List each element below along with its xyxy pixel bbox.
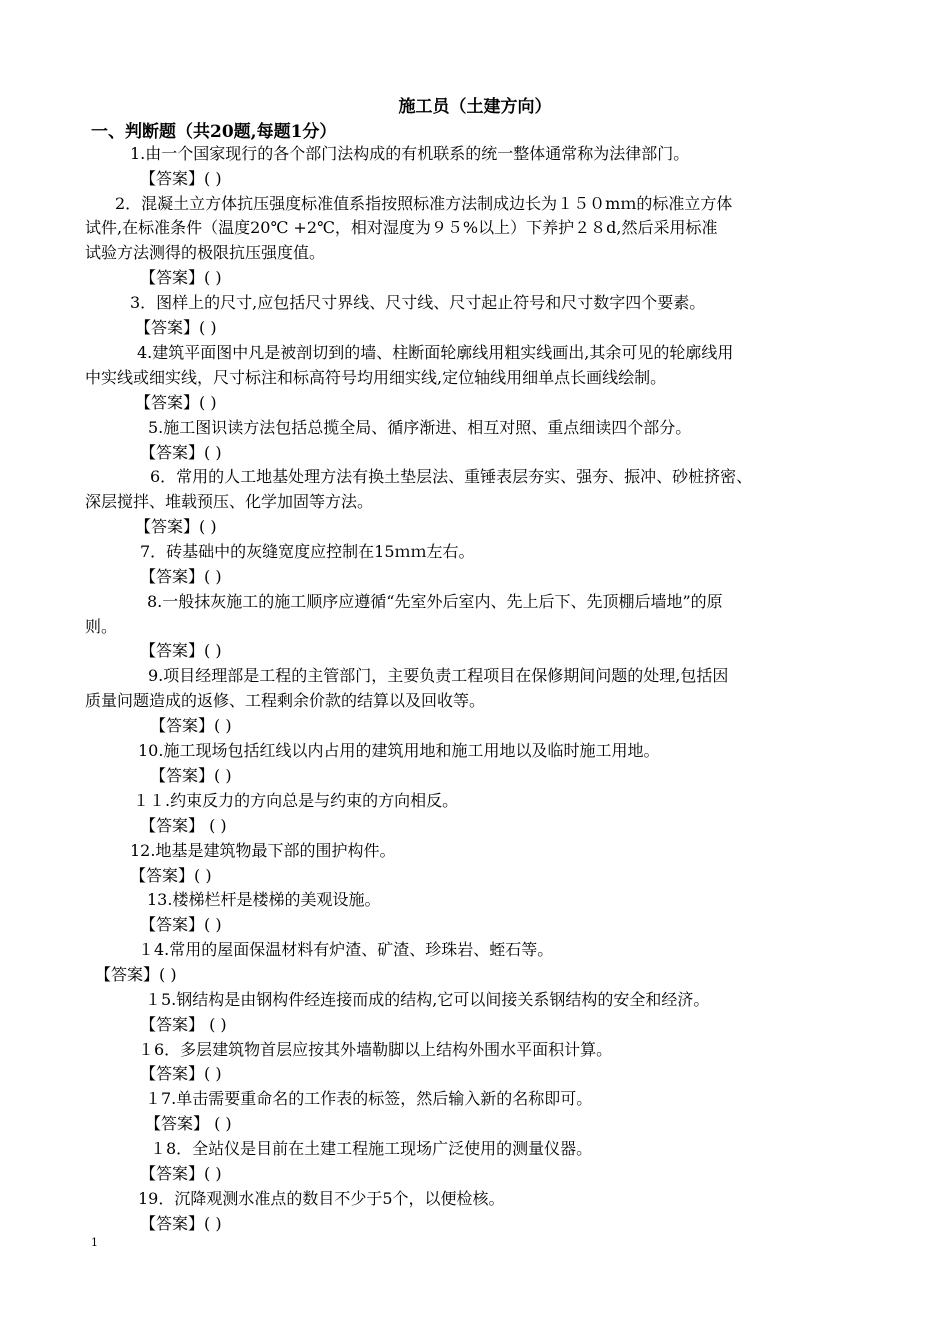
question-text: 1.由一个国家现行的各个部门法构成的有机联系的统一整体通常称为法律部门。 xyxy=(130,144,690,163)
question-text: 质量问题造成的返修、工程剩余价款的结算以及回收等。 xyxy=(85,691,486,710)
question-text: 19．沉降观测水准点的数目不少于5个，以便检核。 xyxy=(138,1189,505,1208)
answer-blank: 【答案】( ) xyxy=(150,766,232,785)
answer-blank: 【答案】( ) xyxy=(130,866,212,885)
question-text: １6．多层建筑物首层应按其外墙勒脚以上结构外围水平面积计算。 xyxy=(138,1040,613,1059)
answer-blank: 【答案】 ( ) xyxy=(140,816,227,835)
question-text: 7．砖基础中的灰缝宽度应控制在15ｍｍ左右。 xyxy=(140,542,475,561)
question-text: 试件,在标准条件（温度20℃ +2℃，相对湿度为９５%以上）下养护２８d,然后采用标准 xyxy=(85,218,718,237)
question-text: 6．常用的人工地基处理方法有换土垫层法、重锤表层夯实、强夯、振冲、砂桩挤密、 xyxy=(150,467,753,486)
question-text: 5.施工图识读方法包括总揽全局、循序渐进、相互对照、重点细读四个部分。 xyxy=(148,418,692,437)
question-text: １8．全站仪是目前在土建工程施工现场广泛使用的测量仪器。 xyxy=(150,1139,593,1158)
page-number: 1 xyxy=(91,1236,98,1249)
question-text: １１.约束反力的方向总是与约束的方向相反。 xyxy=(133,791,459,810)
question-text: 9.项目经理部是工程的主管部门，主要负责工程项目在保修期间问题的处理,包括因 xyxy=(148,666,729,685)
answer-blank: 【答案】( ) xyxy=(140,443,222,462)
answer-blank: 【答案】( ) xyxy=(135,517,217,536)
section-heading: 一、判断题（共20题,每题1分） xyxy=(91,122,337,142)
answer-blank: 【答案】( ) xyxy=(135,393,217,412)
answer-blank: 【答案】( ) xyxy=(140,567,222,586)
question-text: １5.钢结构是由钢构件经连接而成的结构,它可以间接关系钢结构的安全和经济。 xyxy=(145,990,710,1009)
document-title: 施工员（土建方向） xyxy=(398,97,552,117)
question-text: 3．图样上的尺寸,应包括尺寸界线、尺寸线、尺寸起止符号和尺寸数字四个要素。 xyxy=(130,293,706,312)
question-text: 中实线或细实线，尺寸标注和标高符号均用细实线,定位轴线用细单点长画线绘制。 xyxy=(85,368,667,387)
answer-blank: 【答案】( ) xyxy=(140,1214,222,1233)
answer-blank: 【答案】( ) xyxy=(140,641,222,660)
question-text: 8.一般抹灰施工的施工顺序应遵循“先室外后室内、先上后下、先顶棚后墙地”的原 xyxy=(147,592,723,611)
question-text: １7.单击需要重命名的工作表的标签，然后输入新的名称即可。 xyxy=(145,1089,593,1108)
answer-blank: 【答案】( ) xyxy=(140,915,222,934)
answer-blank: 【答案】 ( ) xyxy=(145,1114,232,1133)
question-text: 10.施工现场包括红线以内占用的建筑用地和施工用地以及临时施工用地。 xyxy=(138,741,660,760)
question-text: 13.楼梯栏杆是楼梯的美观设施。 xyxy=(147,890,381,909)
answer-blank: 【答案】( ) xyxy=(95,965,177,984)
question-text: 则。 xyxy=(85,617,118,636)
answer-blank: 【答案】( ) xyxy=(140,268,222,287)
question-text: 4.建筑平面图中凡是被剖切到的墙、柱断面轮廓线用粗实线画出,其余可见的轮廓线用 xyxy=(137,343,734,362)
answer-blank: 【答案】 ( ) xyxy=(140,1015,227,1034)
question-text: １4.常用的屋面保温材料有炉渣、矿渣、珍珠岩、蛭石等。 xyxy=(138,940,554,959)
answer-blank: 【答案】( ) xyxy=(135,318,217,337)
answer-blank: 【答案】( ) xyxy=(150,716,232,735)
question-text: 2．混凝土立方体抗压强度标准值系指按照标准方法制成边长为１５０mｍ的标准立方体 xyxy=(115,194,733,213)
answer-blank: 【答案】( ) xyxy=(140,1064,222,1083)
question-text: 12.地基是建筑物最下部的围护构件。 xyxy=(130,841,396,860)
answer-blank: 【答案】( ) xyxy=(140,169,222,188)
question-text: 试验方法测得的极限抗压强度值。 xyxy=(85,243,326,262)
answer-blank: 【答案】( ) xyxy=(140,1164,222,1183)
question-text: 深层搅拌、堆载预压、化学加固等方法。 xyxy=(85,492,374,511)
